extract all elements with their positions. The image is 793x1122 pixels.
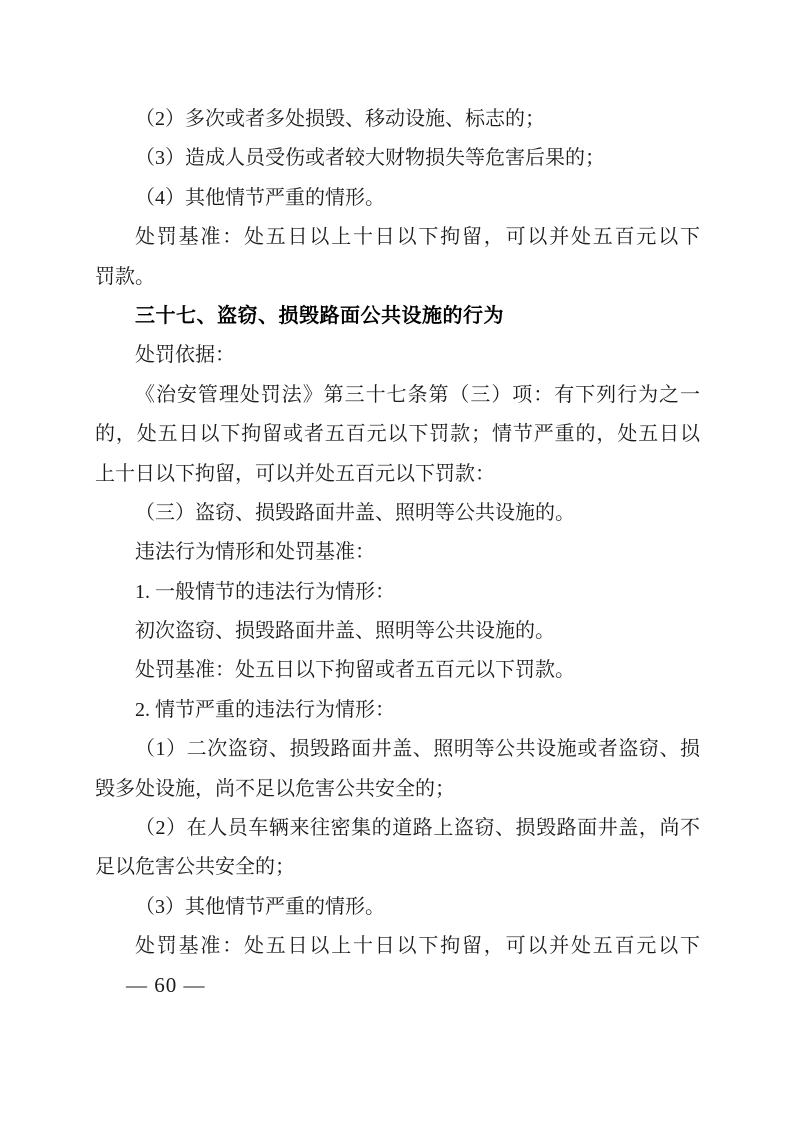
text-line: 2. 情节严重的违法行为情形： — [135, 698, 395, 721]
text-line: 罚款。 — [95, 265, 155, 288]
text-line: 处罚基准：处五日以上十日以下拘留，可以并处五百元以下 — [135, 226, 700, 249]
text-line: 《治安管理处罚法》第三十七条第（三）项：有下列行为之一 — [135, 383, 700, 406]
text-line: （三）盗窃、损毁路面井盖、照明等公共设施的。 — [135, 501, 575, 524]
text-line: （2）多次或者多处损毁、移动设施、标志的； — [135, 108, 545, 130]
text-line: 的，处五日以下拘留或者五百元以下罚款；情节严重的，处五日以 — [95, 423, 700, 446]
section-heading: 三十七、盗窃、损毁路面公共设施的行为 — [135, 304, 504, 327]
text-line: （3）造成人员受伤或者较大财物损失等危害后果的； — [135, 147, 605, 170]
text-line: 初次盗窃、损毁路面井盖、照明等公共设施的。 — [135, 620, 555, 643]
text-line: 1. 一般情节的违法行为情形： — [135, 580, 395, 603]
page-number: — 60 — — [126, 973, 206, 997]
text-line: 处罚依据： — [135, 344, 235, 367]
text-line: （4）其他情节严重的情形。 — [135, 186, 385, 209]
document-body — [95, 100, 700, 967]
text-line: 处罚基准：处五日以下拘留或者五百元以下罚款。 — [135, 659, 575, 682]
text-line: 处罚基准：处五日以上十日以下拘留，可以并处五百元以下 — [135, 935, 700, 958]
text-line: （1）二次盗窃、损毁路面井盖、照明等公共设施或者盗窃、损 — [135, 738, 700, 761]
text-line: 足以危害公共安全的； — [95, 856, 295, 879]
text-line: 毁多处设施，尚不足以危害公共安全的； — [95, 777, 455, 800]
text-line: 违法行为情形和处罚基准： — [135, 541, 375, 564]
text-line: 上十日以下拘留，可以并处五百元以下罚款： — [95, 462, 495, 485]
text-line: （2）在人员车辆来往密集的道路上盗窃、损毁路面井盖，尚不 — [135, 817, 700, 840]
text-line: （3）其他情节严重的情形。 — [135, 895, 385, 918]
